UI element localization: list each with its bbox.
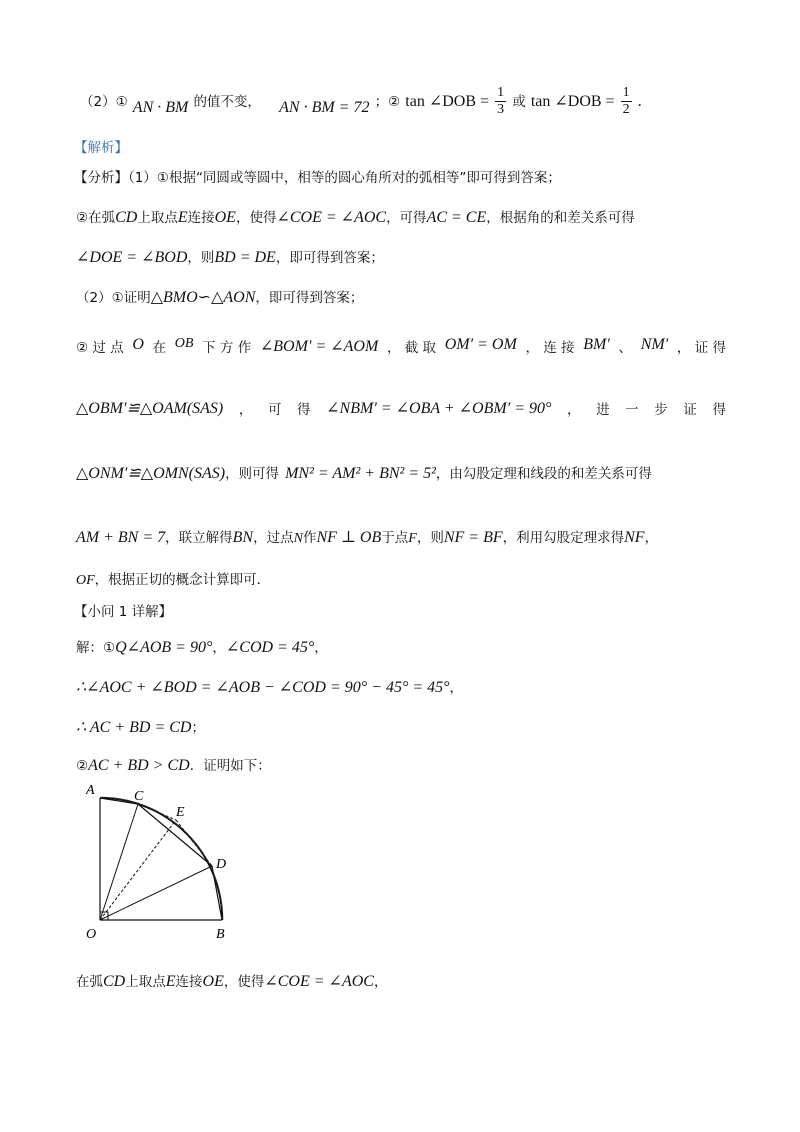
answer-2-line bbox=[80, 86, 642, 117]
solution-s2: ∴∠AOC + ∠BOD = ∠AOB − ∠COD = 90° − 45° = 45°， bbox=[76, 679, 464, 696]
chord-cd bbox=[138, 804, 212, 866]
label-d: D bbox=[216, 857, 227, 872]
geometry-figure bbox=[80, 780, 280, 950]
analysis-p1: 【分析】（1）①根据“同圆或等圆中，相等的圆心角所对的弧相等”即可得到答案； bbox=[74, 170, 561, 186]
solution-s3: ∴ AC + BD = CD； bbox=[76, 719, 205, 736]
answer-2-fraction-2: $\frac{1}{2}$ bbox=[622, 85, 630, 117]
answer-2-tan1: tan ∠DOB = bbox=[405, 93, 490, 110]
analysis-p8: AM + BN = 7，联立解得BN，过点N作NF ⊥ OB于点F，则NF = BF，利用勾股定理求得NF， bbox=[76, 529, 659, 546]
analysis-p6: △OBM′≌△OAM(SAS) ， 可 得 ∠NBM′ = ∠OBA + ∠OBM′ = 90° ， 进 一 步 证 得 bbox=[76, 400, 726, 418]
label-o: O bbox=[86, 927, 97, 942]
analysis-p7: △ONM′≌△OMN(SAS)，则可得 MN² = AM² + BN² = 5²，由勾股定理和线段的和差关系可得 bbox=[76, 465, 652, 482]
answer-2-tan2: tan ∠DOB = bbox=[530, 93, 615, 110]
analysis-title: 【分析】 bbox=[74, 170, 128, 186]
solution-s5: 在弧CD上取点E连接OE，使得∠COE = ∠AOC， bbox=[76, 973, 388, 990]
label-a: A bbox=[86, 783, 95, 798]
label-b: B bbox=[216, 927, 225, 942]
solution-s4: ②AC + BD > CD．证明如下： bbox=[76, 757, 271, 774]
answer-2-expr2: AN · BM = 72 bbox=[279, 99, 370, 116]
segment-od bbox=[100, 866, 212, 920]
segment-oe-dashed bbox=[100, 820, 176, 920]
answer-2-text1: 的值不变， bbox=[193, 94, 261, 110]
label-c: C bbox=[134, 789, 144, 804]
answer-2-end: . bbox=[637, 93, 642, 110]
analysis-p9: OF，根据正切的概念计算即可． bbox=[76, 572, 271, 588]
segment-oc bbox=[100, 804, 138, 920]
answer-2-prefix: （2）① bbox=[80, 94, 128, 110]
label-e: E bbox=[176, 805, 185, 820]
analysis-p2: ②在弧CD上取点E连接OE，使得∠COE = ∠AOC，可得AC = CE，根据角的和差关系可得 bbox=[76, 209, 635, 226]
answer-2-or: 或 bbox=[512, 94, 526, 110]
solution-s1: 解：①Q∠AOB = 90°，∠COD = 45°， bbox=[76, 639, 328, 656]
answer-2-sep: ；② bbox=[374, 94, 401, 110]
answer-2-expr1: AN · BM bbox=[132, 99, 189, 116]
analysis-p4: （2）①证明△BMO∽△AON，即可得到答案； bbox=[76, 289, 364, 306]
analysis-p3: ∠DOE = ∠BOD，则BD = DE，即可得到答案； bbox=[76, 249, 384, 266]
analysis-p5: ② 过 点 O 在 OB 下 方 作 ∠BOM′ = ∠AOM ， 截 取 OM′ = OM ， 连 接 BM′ 、 NM′ ， 证 得 bbox=[76, 336, 726, 356]
segment-ce-dashed bbox=[138, 804, 176, 820]
arc-ab-outer bbox=[100, 797, 223, 920]
answer-2-fraction-1: $\frac{1}{3}$ bbox=[497, 85, 505, 117]
jiexi-heading: 【解析】 bbox=[74, 140, 128, 156]
sub1-title: 【小问 1 详解】 bbox=[74, 604, 173, 620]
chord-bd bbox=[212, 866, 222, 920]
